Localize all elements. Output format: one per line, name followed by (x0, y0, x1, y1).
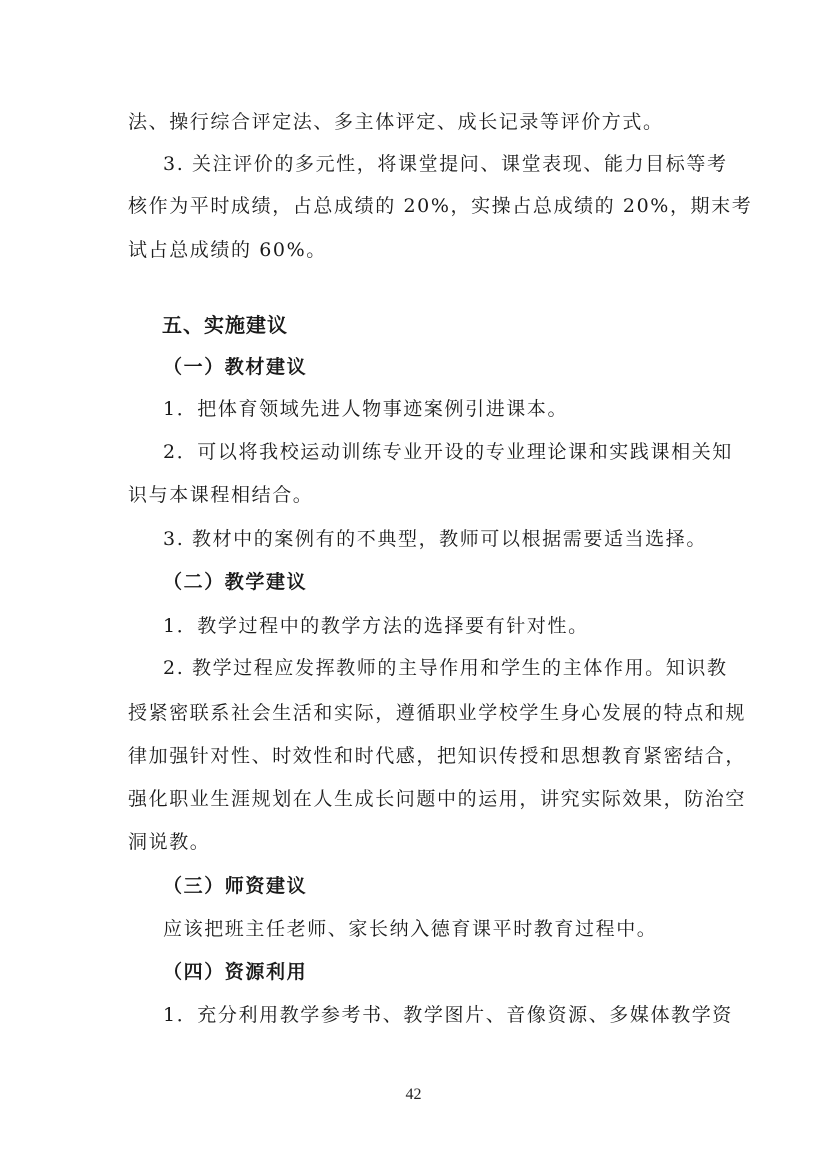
paragraph-line: 核作为平时成绩，占总成绩的 20%，实操占总成绩的 20%，期末考 (128, 195, 753, 217)
paragraph-line: 法、操行综合评定法、多主体评定、成长记录等评价方式。 (128, 111, 664, 133)
paragraph-line: 试占总成绩的 60%。 (128, 239, 327, 261)
paragraph-line: 1．把体育领域先进人物事迹案例引进课本。 (163, 398, 569, 420)
paragraph-line: 授紧密联系社会生活和实际，遵循职业学校学生身心发展的特点和规 (128, 702, 747, 724)
paragraph-line: 2．可以将我校运动训练专业开设的专业理论课和实践课相关知 (163, 441, 733, 463)
paragraph-line: 强化职业生涯规划在人生成长问题中的运用，讲究实际效果，防治空 (128, 788, 747, 810)
paragraph-line: 律加强针对性、时效性和时代感，把知识传授和思想教育紧密结合， (128, 745, 747, 767)
section-heading: 五、实施建议 (162, 313, 288, 337)
paragraph-line: 2. 教学过程应发挥教师的主导作用和学生的主体作用。知识教 (163, 657, 728, 679)
subsection-heading: （三）师资建议 (163, 875, 308, 897)
paragraph-line: 1．充分利用教学参考书、教学图片、音像资源、多媒体教学资 (163, 1004, 733, 1026)
paragraph-line: 3. 关注评价的多元性，将课堂提问、课堂表现、能力目标等考 (163, 153, 728, 175)
paragraph-line: 应该把班主任老师、家长纳入德育课平时教育过程中。 (163, 918, 658, 940)
subsection-heading: （四）资源利用 (163, 961, 308, 983)
paragraph-line: 3. 教材中的案例有的不典型，教师可以根据需要适当选择。 (163, 528, 707, 550)
subsection-heading: （二）教学建议 (163, 571, 308, 593)
paragraph-line: 1．教学过程中的教学方法的选择要有针对性。 (163, 615, 589, 637)
page-number: 42 (405, 1086, 422, 1103)
subsection-heading: （一）教材建议 (163, 356, 308, 378)
paragraph-line: 识与本课程相结合。 (128, 484, 314, 506)
paragraph-line: 洞说教。 (128, 831, 211, 853)
